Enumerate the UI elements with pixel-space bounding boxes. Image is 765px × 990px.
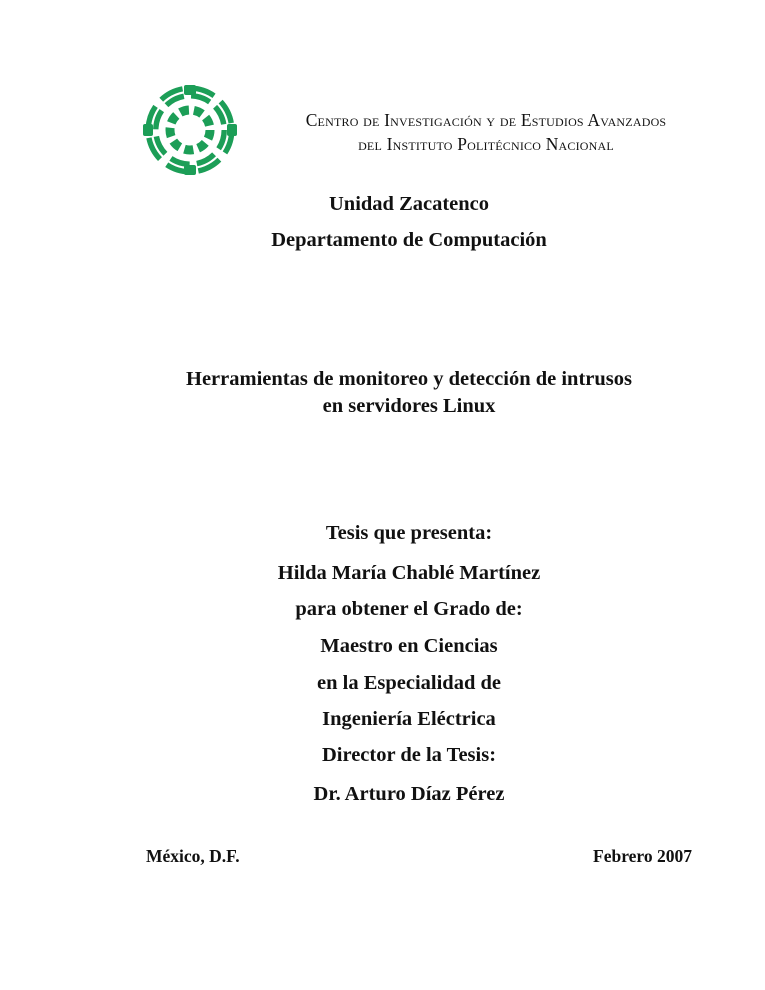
footer-place: México, D.F.: [146, 846, 240, 866]
department-name: Departamento de Computación: [271, 229, 547, 251]
author-name: Hilda María Chablé Martínez: [277, 562, 541, 584]
cinvestav-logo-icon: [140, 82, 240, 178]
specialty-label: en la Especialidad de: [317, 672, 501, 694]
footer-date: Febrero 2007: [593, 846, 692, 866]
institution-name-line1: Centro de Investigación y de Estudios Avanzados: [305, 110, 667, 130]
director-name: Dr. Arturo Díaz Pérez: [313, 783, 505, 805]
unit-name: Unidad Zacatenco: [328, 193, 490, 215]
specialty-name: Ingeniería Eléctrica: [322, 708, 496, 730]
director-label: Director de la Tesis:: [321, 744, 497, 766]
degree-label: para obtener el Grado de:: [295, 598, 523, 620]
degree-name: Maestro en Ciencias: [320, 635, 498, 657]
thesis-title-line2: en servidores Linux: [322, 395, 496, 417]
presented-by-label: Tesis que presenta:: [325, 522, 493, 544]
institution-name-line2: del Instituto Politécnico Nacional: [358, 134, 614, 154]
thesis-title-line1: Herramientas de monitoreo y detección de intrusos: [186, 368, 632, 390]
